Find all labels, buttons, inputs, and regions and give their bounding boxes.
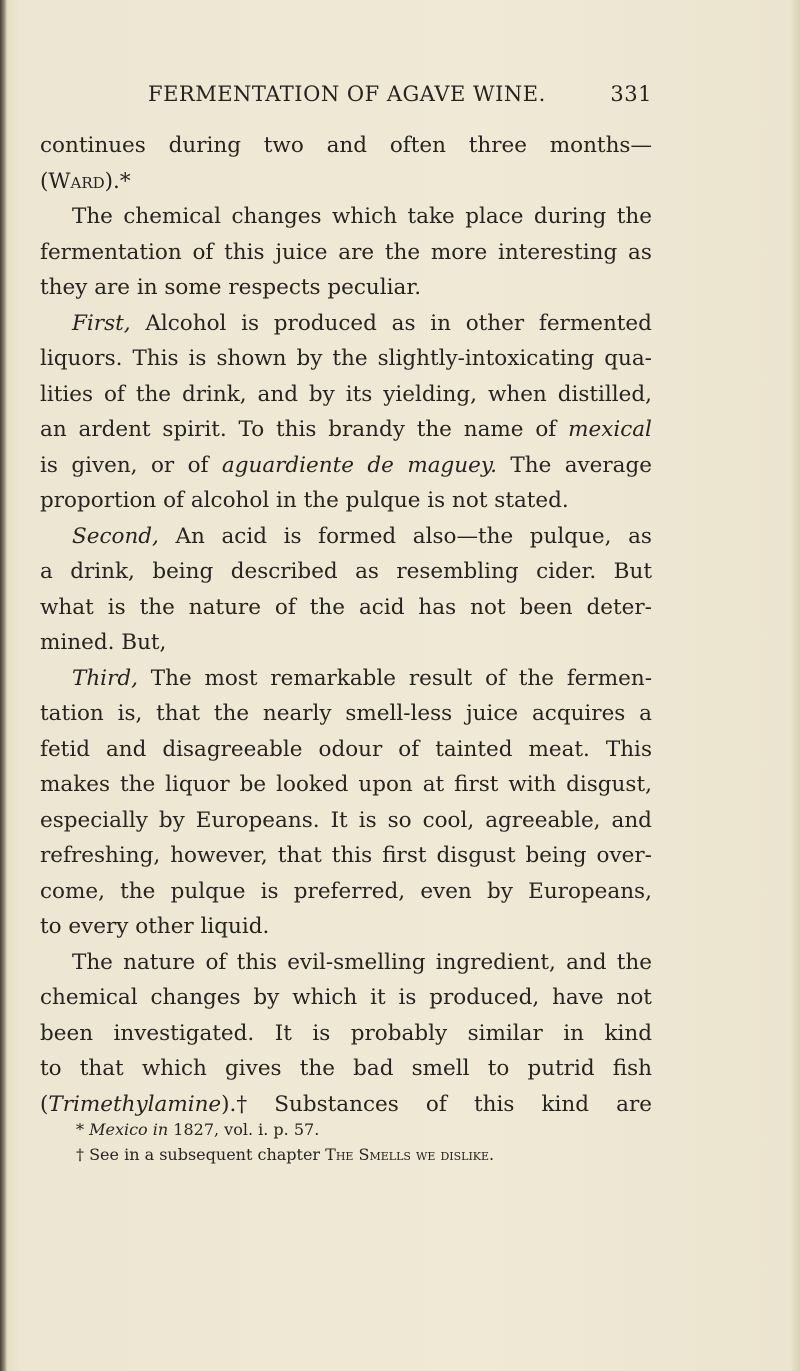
word: the: [416, 417, 452, 442]
word: more: [430, 239, 488, 265]
word: tainted: [435, 736, 513, 762]
word: ingredient,: [435, 949, 556, 975]
word: nearly: [262, 701, 332, 726]
text-line: [40, 1051, 652, 1087]
word: looked: [276, 772, 349, 797]
body-text: [40, 128, 652, 1122]
word: bad: [353, 1056, 394, 1081]
text-line: [40, 412, 652, 448]
word: aguardiente: [221, 452, 354, 478]
word: not: [470, 594, 506, 620]
word: Substances: [274, 1091, 399, 1117]
text-line: [40, 661, 652, 697]
text-line: [40, 732, 652, 768]
text-line: [40, 199, 652, 235]
word: interesting: [498, 239, 618, 265]
word: yielding,: [383, 381, 477, 407]
footnote: † See in a subsequent chapter The Smells we dislike.: [76, 1145, 495, 1164]
binding-edge: [0, 0, 7, 1371]
word: of: [398, 736, 420, 762]
word: of: [535, 417, 557, 442]
word: It: [330, 807, 348, 833]
word: pulque,: [529, 523, 612, 549]
word: ardent: [78, 417, 151, 442]
word: this: [473, 1091, 515, 1117]
word: are: [616, 1091, 652, 1117]
page-header: [40, 82, 652, 112]
word: formed: [318, 523, 397, 549]
word: The: [72, 204, 113, 229]
word: similar: [467, 1020, 543, 1046]
word: chemical: [123, 204, 222, 229]
footnotes: [40, 1117, 652, 1167]
word: average: [564, 452, 652, 478]
word: produced,: [429, 985, 540, 1010]
word: most: [204, 665, 258, 691]
word: this: [276, 417, 317, 442]
word: disgust,: [566, 772, 652, 797]
word: deter-: [586, 594, 652, 620]
word: fish: [612, 1056, 652, 1081]
word: disagreeable: [162, 736, 303, 762]
word: what: [40, 594, 94, 620]
text-line: [40, 448, 652, 484]
text-line: [40, 590, 652, 626]
text-line: proportion of alcohol in the pulque is not stated.: [40, 488, 569, 513]
word: the: [309, 594, 345, 620]
word: agreeable,: [485, 807, 601, 833]
word: and: [326, 133, 368, 158]
word: is: [241, 310, 260, 336]
word: the: [119, 772, 156, 797]
word: changes: [231, 204, 322, 229]
word: mexical: [568, 417, 652, 442]
word: drink,: [70, 559, 135, 584]
word: Europeans.: [195, 807, 320, 833]
word: fermented: [538, 310, 652, 336]
word: investigated.: [113, 1020, 255, 1046]
word: during: [533, 204, 607, 229]
word: it: [370, 985, 386, 1010]
word: The: [510, 452, 552, 478]
word: first: [454, 772, 499, 797]
text-line: mined. But,: [40, 630, 167, 655]
word: of: [485, 665, 506, 691]
word: being: [152, 559, 214, 584]
word: kind: [541, 1091, 590, 1117]
word: is: [188, 346, 207, 371]
word: as: [355, 559, 379, 584]
word: in: [430, 310, 451, 336]
word: juice: [466, 701, 519, 726]
word: makes: [40, 772, 110, 797]
word: is: [283, 523, 302, 549]
word: An: [175, 523, 205, 549]
word: juice: [275, 239, 328, 265]
word: to: [40, 1056, 62, 1081]
word: given,: [71, 452, 138, 478]
word: continues: [40, 133, 146, 158]
word: shown: [216, 346, 287, 371]
word: distilled,: [557, 381, 652, 407]
word: nature: [123, 949, 196, 975]
word: at: [422, 772, 445, 797]
word: take: [407, 204, 455, 229]
text-line: ( Ward ).*: [40, 168, 131, 194]
word: as: [391, 310, 416, 336]
word: preferred,: [293, 878, 406, 904]
text-line: [40, 306, 652, 342]
word: This: [132, 346, 179, 371]
word: kind: [604, 1020, 652, 1046]
word: also—the: [412, 523, 514, 549]
word: The: [150, 665, 192, 691]
word: first: [382, 843, 427, 868]
word: name: [463, 417, 524, 442]
word: with: [508, 772, 557, 797]
running-head: FERMENTATION OF AGAVE WINE.: [148, 82, 546, 106]
text-line: [40, 945, 652, 981]
word: acid: [221, 523, 267, 549]
word: is: [107, 594, 126, 620]
word: described: [230, 559, 338, 584]
word: of: [103, 381, 125, 407]
word: refreshing,: [40, 843, 161, 868]
word: which: [332, 204, 398, 229]
word: meat.: [528, 736, 590, 762]
word: Alcohol: [145, 310, 227, 336]
word: evil-smelling: [287, 949, 426, 975]
page-edge: [790, 0, 800, 1371]
word: during: [168, 133, 241, 158]
word: tation: [40, 701, 104, 726]
page-number: 331: [610, 82, 652, 106]
word: The: [72, 949, 113, 975]
word: been: [519, 594, 573, 620]
word: resembling: [396, 559, 519, 584]
text-line: [40, 1016, 652, 1052]
word: a: [639, 701, 652, 726]
word: This: [605, 736, 652, 762]
text-line: [40, 696, 652, 732]
word: chemical: [40, 985, 138, 1010]
word: brandy: [328, 417, 405, 442]
word: other: [465, 310, 525, 336]
footnote: * Mexico in 1827, vol. i. p. 57.: [76, 1120, 320, 1139]
word: the: [616, 949, 652, 975]
word: however,: [170, 843, 268, 868]
word: lities: [40, 381, 94, 407]
word: of: [205, 949, 227, 975]
word: cider.: [536, 559, 597, 584]
word: gives: [225, 1056, 282, 1081]
word: by: [308, 381, 335, 407]
word: this: [331, 843, 373, 868]
word: an: [40, 417, 67, 442]
text-line: [40, 341, 652, 377]
word: Second,: [72, 523, 159, 549]
word: and: [257, 381, 298, 407]
word: of: [192, 239, 214, 265]
word: upon: [358, 772, 413, 797]
text-line: [40, 235, 652, 271]
word: a: [40, 559, 53, 584]
word: by: [158, 807, 185, 833]
word: that: [277, 843, 322, 868]
word: produced: [273, 310, 377, 336]
text-line: [40, 803, 652, 839]
word: and: [566, 949, 607, 975]
word: two: [263, 133, 304, 158]
word: spirit.: [162, 417, 227, 442]
text-line: [40, 874, 652, 910]
text-line: they are in some respects peculiar.: [40, 275, 422, 300]
word: so: [387, 807, 412, 833]
word: have: [552, 985, 604, 1010]
word: fermen-: [566, 665, 652, 691]
word: of: [425, 1091, 447, 1117]
word: the: [139, 594, 175, 620]
word: qua-: [604, 346, 652, 371]
word: nature: [188, 594, 261, 620]
text-line: [40, 377, 652, 413]
word: are: [338, 239, 375, 265]
word: liquor: [165, 772, 230, 797]
word: is: [312, 1020, 331, 1046]
word: has: [418, 594, 457, 620]
word: being: [525, 843, 587, 868]
word: But: [613, 559, 652, 584]
word: by: [253, 985, 280, 1010]
word: the: [299, 1056, 335, 1081]
word: which: [292, 985, 358, 1010]
text-line: [40, 519, 652, 555]
word: come,: [40, 878, 105, 904]
word: by: [296, 346, 323, 371]
word: liquors.: [40, 346, 123, 371]
text-line: [40, 980, 652, 1016]
word: smell-less: [345, 701, 453, 726]
word: pulque: [170, 878, 246, 904]
word: and: [105, 736, 147, 762]
word: place: [465, 204, 524, 229]
word: or: [150, 452, 175, 478]
word: the: [120, 878, 156, 904]
word: this: [224, 239, 265, 265]
text-line: to every other liquid.: [40, 914, 270, 939]
word: that: [79, 1056, 124, 1081]
word: is: [260, 878, 279, 904]
word: acquires: [531, 701, 626, 726]
word: not: [616, 985, 652, 1010]
word: over-: [596, 843, 652, 868]
word: that: [156, 701, 201, 726]
word: to: [487, 1056, 510, 1081]
word: the: [332, 346, 368, 371]
word: in: [563, 1020, 584, 1046]
word: often: [389, 133, 446, 158]
word: by: [487, 878, 513, 904]
word: Europeans,: [528, 878, 652, 904]
word: is: [358, 807, 377, 833]
text-line: [40, 838, 652, 874]
word: cool,: [422, 807, 475, 833]
word: fetid: [40, 736, 90, 762]
word: and: [611, 807, 652, 833]
word: de: [367, 452, 394, 478]
word: of: [274, 594, 296, 620]
word: odour: [318, 736, 383, 762]
word: its: [345, 381, 373, 407]
word: been: [40, 1020, 94, 1046]
word: as: [628, 523, 652, 549]
word: Third,: [72, 665, 138, 691]
word: First,: [72, 310, 131, 336]
word: result: [408, 665, 473, 691]
word: is: [40, 452, 58, 478]
text-line: [40, 554, 652, 590]
word: smell: [411, 1056, 470, 1081]
word: disgust: [436, 843, 516, 868]
word: remarkable: [270, 665, 397, 691]
word: the: [135, 381, 172, 407]
word: this: [236, 949, 277, 975]
word: three: [468, 133, 527, 158]
word: the: [518, 665, 554, 691]
word: even: [420, 878, 472, 904]
word: is: [398, 985, 417, 1010]
word: fermentation: [40, 239, 182, 265]
word: is,: [117, 701, 143, 726]
word: probably: [350, 1020, 448, 1046]
word: maguey.: [407, 452, 497, 478]
word: the: [384, 239, 421, 265]
word: months—: [549, 133, 652, 158]
word: the: [213, 701, 250, 726]
word: drink,: [181, 381, 247, 407]
word: as: [628, 239, 652, 265]
word: slightly-intoxicating: [377, 346, 595, 371]
word: when: [487, 381, 547, 407]
text-line: [40, 128, 652, 164]
word: be: [239, 772, 267, 797]
word: (Trimethylamine).†: [40, 1091, 248, 1117]
word: which: [141, 1056, 207, 1081]
word: acid: [358, 594, 405, 620]
word: the: [616, 204, 652, 229]
word: especially: [40, 807, 148, 833]
word: putrid: [527, 1056, 595, 1081]
word: changes: [150, 985, 241, 1010]
text-line: [40, 767, 652, 803]
word: It: [274, 1020, 292, 1046]
word: To: [238, 417, 265, 442]
word: of: [187, 452, 209, 478]
